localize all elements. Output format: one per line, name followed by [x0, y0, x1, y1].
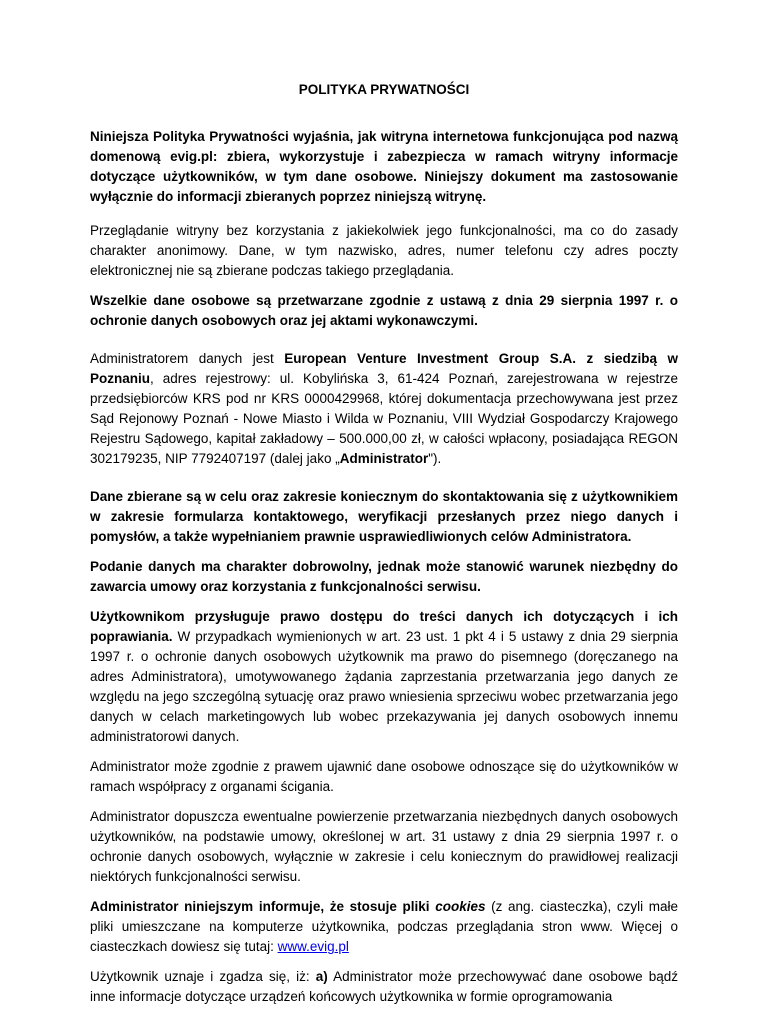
user-rights-paragraph: Użytkownikom przysługuje prawo dostępu do treści danych ich dotyczących i ich poprawiania. W przypadkach wymienionych w art. 23 ust. 1 pkt 4 i 5 ustawy z dnia 29 sierpnia 1997 r. o ochronie danych osobowych użytkownik ma prawo do pisemnego (doręczanego na adres Administratora), umotywowanego żądania zaprzestania przetwarzania jego danych ze względu na jego szczególną sytuację oraz prawo wniesienia sprzeciwu wobec przetwarzania jego danych w celach marketingowych lub wobec przekazywania jej danych osobowych innemu administratorowi danych.	[90, 609, 678, 744]
company-name: European Venture Investment Group S.A. z siedzibą w Poznaniu	[90, 351, 678, 386]
point-a-label: a)	[315, 969, 328, 984]
administrator-paragraph: Administratorem danych jest European Venture Investment Group S.A. z siedzibą w Poznaniu, adres rejestrowy: ul. Kobylińska 3, 61-424 Poznań, zarejestrowana w rejestrze przedsiębiorców KRS pod nr KRS 0000429968, której dokumentacja przechowywana jest przez Sąd Rejonowy Poznań - Nowe Miasto i Wilda w Poznaniu, VIII Wydział Gospodarczy Krajowego Rejestru Sądowego, kapitał zakładowy – 500.000,00 zł, w całości wpłacony, posiadająca REGON 302179235, NIP 7792407197 (dalej jako „Administrator").	[90, 351, 678, 466]
legal-basis-paragraph	[90, 291, 678, 331]
intro-paragraph	[90, 127, 678, 207]
purpose-text: Dane zbierane są w celu oraz zakresie koniecznym do skontaktowania się z użytkownikiem w zakresie formularza kontaktowego, weryfikacji przesłanych przez niego danych i pomysłów, a także wypełnianiem prawnie usprawiedliwionych celów Administratora.	[90, 489, 678, 544]
voluntary-text: Podanie danych ma charakter dobrowolny, jednak może stanowić warunek niezbędny do zawarcia umowy oraz korzystania z funkcjonalności serwisu.	[90, 559, 678, 594]
data-processing-paragraph: Administrator dopuszcza ewentualne powierzenie przetwarzania niezbędnych danych osobowych użytkowników, na podstawie umowy, określonej w art. 31 ustawy z dnia 29 sierpnia 1997 r. o ochronie danych osobowych, wyłącznie w zakresie i celu koniecznym do prawidłowej realizacji niektórych funkcjonalności serwisu.	[90, 809, 678, 884]
document-title: POLITYKA PRYWATNOŚCI	[298, 82, 470, 97]
user-rights-heading: Użytkownikom przysługuje prawo dostępu do treści danych ich dotyczących i ich poprawiania.	[90, 609, 678, 644]
administrator-term: Administrator	[339, 451, 429, 466]
law-enforcement-paragraph: Administrator może zgodnie z prawem ujawnić dane osobowe odnoszące się do użytkowników w ramach współpracy z organami ścigania.	[90, 759, 678, 794]
legal-basis-text: Wszelkie dane osobowe są przetwarzane zgodnie z ustawą z dnia 29 sierpnia 1997 r. o ochronie danych osobowych oraz jej aktami wykonawczymi.	[90, 293, 678, 328]
intro-text: Niniejsza Polityka Prywatności wyjaśnia, jak witryna internetowa funkcjonująca pod nazwą domenową evig.pl: zbiera, wykorzystuje i zabezpiecza w ramach witryny informacje dotyczące użytkowników, w tym dane osobowe. Niniejszy dokument ma zastosowanie wyłącznie do informacji zbieranych poprzez niniejszą witrynę.	[90, 129, 678, 204]
cookies-term: cookies	[435, 899, 486, 914]
purpose-paragraph	[90, 487, 678, 547]
anonymous-browsing-paragraph: Przeglądanie witryny bez korzystania z jakiekolwiek jego funkcjonalności, ma co do zasady charakter anonimowy. Dane, w tym nazwisko, adres, numer telefonu czy adres poczty elektronicznej nie są zbierane podczas takiego przeglądania.	[90, 223, 678, 278]
evig-link[interactable]: www.evig.pl	[277, 939, 349, 954]
user-consent-paragraph: Użytkownik uznaje i zgadza się, iż: a) Administrator może przechowywać dane osobowe bądź inne informacje dotyczące urządzeń końcowych użytkownika w formie oprogramowania	[90, 969, 678, 1004]
cookies-paragraph: Administrator niniejszym informuje, że stosuje pliki cookies (z ang. ciasteczka), czyli małe pliki umieszczane na komputerze użytkownika, podczas przeglądania stron www. Więcej o ciasteczkach dowiesz się tutaj: www.evig.pl	[90, 899, 678, 954]
document-page	[90, 82, 678, 1017]
voluntary-paragraph	[90, 557, 678, 597]
